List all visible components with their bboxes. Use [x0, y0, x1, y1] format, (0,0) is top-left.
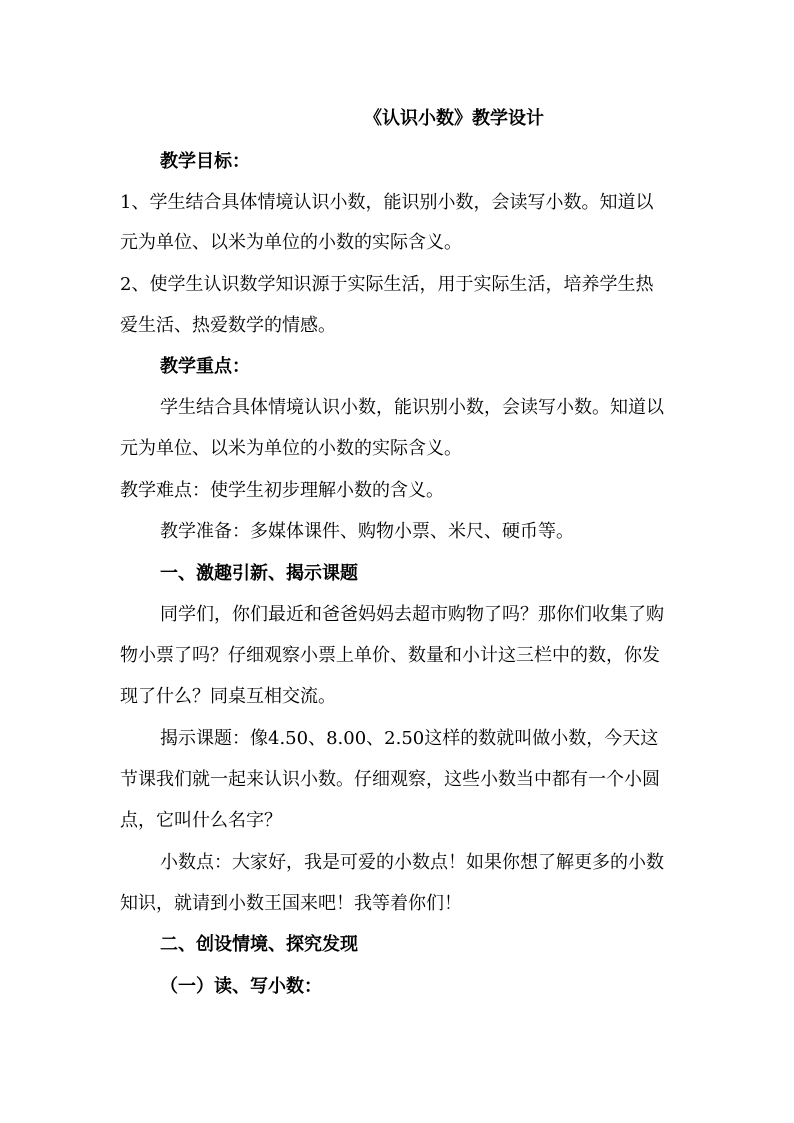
- objective-1-line-1: 1、学生结合具体情境认识小数，能识别小数，会读写小数。知道以: [120, 192, 654, 213]
- reveal-topic-label: 揭示课题：: [160, 728, 250, 749]
- keypoints-heading: 教学重点：: [160, 356, 250, 377]
- section-1-p2-line-2: 节课我们就一起来认识小数。仔细观察，这些小数当中都有一个小圆: [120, 769, 660, 790]
- section-1-p3-line-1: 小数点：大家好，我是可爱的小数点！如果你想了解更多的小数: [160, 852, 664, 873]
- keypoints-line-1: 学生结合具体情境认识小数，能识别小数，会读写小数。知道以: [160, 397, 664, 418]
- difficulty-line: 教学难点：使学生初步理解小数的含义。: [120, 480, 444, 501]
- objective-2-line-1: 2、使学生认识数学知识源于实际生活，用于实际生活，培养学生热: [120, 274, 654, 295]
- section-1-heading: 一、激趣引新、揭示课题: [160, 563, 358, 584]
- section-2-heading: 二、创设情境、探究发现: [160, 934, 358, 955]
- section-1-p2-line-3: 点，它叫什么名字？: [120, 810, 282, 831]
- objective-2-line-2: 爱生活、热爱数学的情感。: [120, 315, 336, 336]
- objective-1-line-2: 元为单位、以米为单位的小数的实际含义。: [120, 232, 462, 253]
- section-1-p3-line-2: 知识，就请到小数王国来吧！我等着你们！: [120, 893, 462, 914]
- document-title: 《认识小数》教学设计: [364, 108, 544, 129]
- section-1-p1-line-3: 现了什么？同桌互相交流。: [120, 686, 336, 707]
- section-1-p2-line-1: [160, 728, 658, 750]
- subsection-1-heading: （一）读、写小数：: [160, 976, 322, 997]
- keypoints-line-2: 元为单位、以米为单位的小数的实际含义。: [120, 438, 462, 459]
- preparation-line: 教学准备：多媒体课件、购物小票、米尺、硬币等。: [160, 521, 574, 542]
- section-1-p1-line-2: 物小票了吗？仔细观察小票上单价、数量和小计这三栏中的数，你发: [120, 645, 660, 666]
- reveal-topic-text: 像4.50、8.00、2.50这样的数就叫做小数，今天这: [250, 728, 659, 749]
- objectives-heading: 教学目标：: [160, 151, 250, 172]
- section-1-p1-line-1: 同学们，你们最近和爸爸妈妈去超市购物了吗？那你们收集了购: [160, 604, 664, 625]
